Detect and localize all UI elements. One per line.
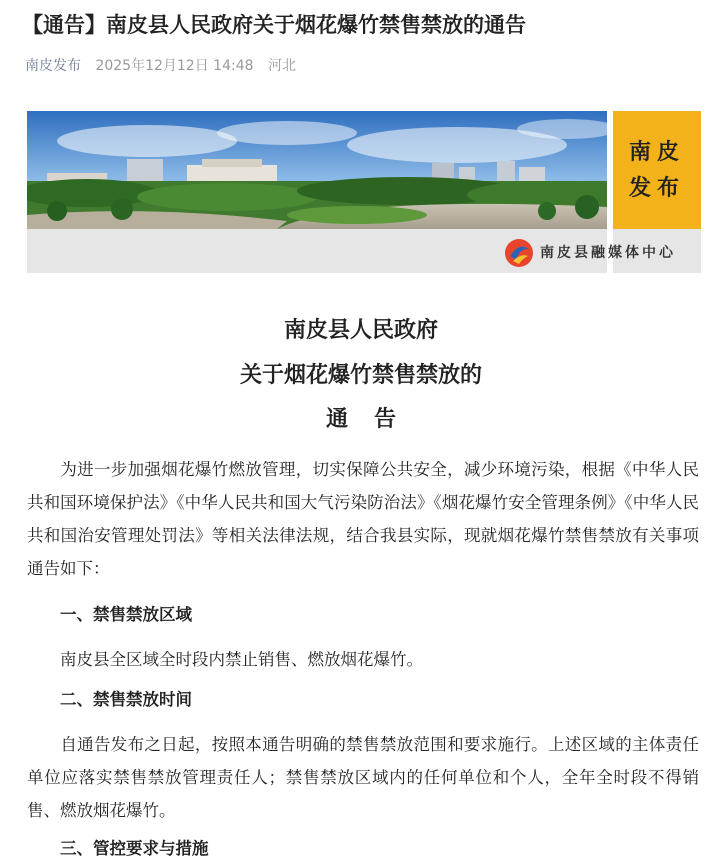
article-meta xyxy=(25,55,296,77)
intro-text: 为进一步加强烟花爆竹燃放管理，切实保障公共安全，减少环境污染，根据《中华人民共和国环境保护法》《中华人民共和国大气污染防治法》《烟花爆竹安全管理条例》《中华人民共和国治安管理处罚法》等相关法律法规，结合我县实际，现就烟花爆竹禁售禁放有关事项通告如下： xyxy=(27,460,699,578)
publish-location: 河北 xyxy=(267,58,296,74)
publish-date: 2025年12月12日 14:48 xyxy=(95,58,254,74)
media-center-name: 南皮县融媒体中心 xyxy=(540,245,676,261)
section-1-title: 一、禁售禁放区域 xyxy=(60,605,192,624)
document-heading-line-1: 南皮县人民政府 xyxy=(283,318,438,343)
section-2-title: 二、禁售禁放时间 xyxy=(60,690,192,709)
nanpi-release-badge xyxy=(613,111,701,229)
badge-line-1: 南皮 xyxy=(628,139,685,165)
header-banner xyxy=(27,111,701,273)
section-2-text: 自通告发布之日起，按照本通告明确的禁售禁放范围和要求施行。上述区域的主体责任单位应落实禁售禁放管理责任人；禁售禁放区域内的任何单位和个人，全年全时段不得销售、燃放烟花爆竹。 xyxy=(27,735,699,820)
section-1-body: 南皮县全区域全时段内禁止销售、燃放烟花爆竹。 xyxy=(60,650,423,669)
source-link[interactable]: 南皮发布 xyxy=(25,58,81,74)
badge-line-2: 发布 xyxy=(628,175,685,201)
city-panorama-image xyxy=(27,111,607,229)
section-2-body xyxy=(27,728,699,827)
document-heading-line-3: 通告 xyxy=(325,407,422,432)
media-center-logo-icon xyxy=(504,238,534,268)
section-3-title: 三、管控要求与措施 xyxy=(60,839,209,858)
document-heading-line-2: 关于烟花爆竹禁售禁放的 xyxy=(239,363,482,388)
intro-paragraph xyxy=(27,453,699,585)
article-title: 【通告】南皮县人民政府关于烟花爆竹禁售禁放的通告 xyxy=(22,13,526,37)
